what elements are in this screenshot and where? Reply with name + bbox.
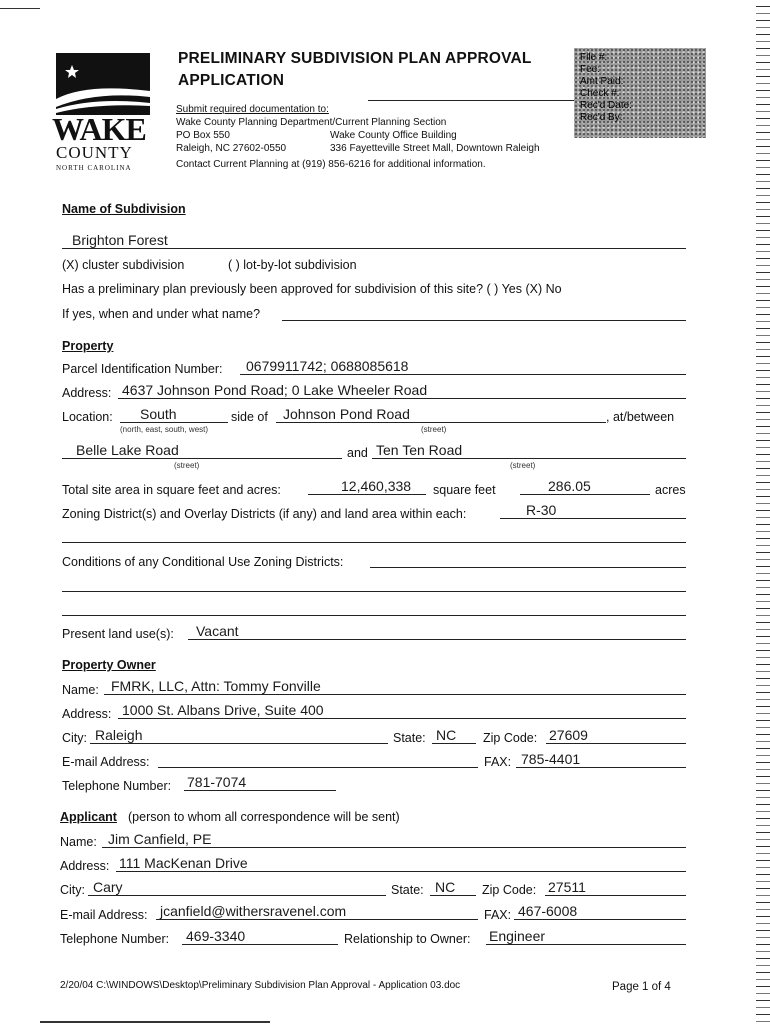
owner-phone-label: Telephone Number: — [62, 779, 172, 793]
applicant-city-label: City: — [60, 883, 85, 897]
owner-fax-label: FAX: — [484, 755, 512, 769]
title-line-1: PRELIMINARY SUBDIVISION PLAN APPROVAL — [178, 50, 532, 67]
location-label: Location: — [62, 410, 113, 424]
subdivision-heading: Name of Subdivision — [62, 202, 186, 216]
applicant-fax-line — [514, 919, 686, 920]
title-underline — [368, 100, 578, 101]
stamp-recd-date: Rec'd Date: — [580, 100, 632, 111]
area-acres-line — [520, 494, 650, 495]
owner-fax-line — [516, 767, 686, 768]
contact-line: Contact Current Planning at (919) 856-6216 for additional information. — [176, 159, 486, 170]
owner-state-value[interactable]: NC — [436, 727, 457, 743]
applicant-fax-label: FAX: — [484, 908, 512, 922]
stamp-check: Check #: — [580, 88, 620, 99]
applicant-phone-line — [182, 944, 338, 945]
area-label: Total site area in square feet and acres: — [62, 483, 281, 497]
logo-emblem-icon — [56, 53, 150, 115]
between-road-1[interactable]: Belle Lake Road — [76, 442, 179, 458]
owner-phone-line — [184, 790, 336, 791]
location-street[interactable]: Johnson Pond Road — [283, 406, 410, 422]
applicant-state-label: State: — [391, 883, 424, 897]
footer-page: Page 1 of 4 — [612, 981, 671, 993]
subdivision-name[interactable]: Brighton Forest — [72, 232, 168, 248]
owner-heading: Property Owner — [62, 658, 156, 672]
owner-state-line — [432, 743, 476, 744]
applicant-heading-note: (person to whom all correspondence will be sent) — [128, 810, 400, 824]
applicant-zip-line — [545, 895, 686, 896]
owner-state-label: State: — [393, 731, 426, 745]
applicant-zip-value[interactable]: 27511 — [548, 879, 586, 895]
owner-name-label: Name: — [62, 683, 99, 697]
applicant-name-value[interactable]: Jim Canfield, PE — [108, 831, 212, 847]
area-sqft[interactable]: 12,460,338 — [341, 478, 412, 494]
applicant-name-label: Name: — [60, 835, 97, 849]
sqft-label: square feet — [433, 483, 496, 497]
address-label: Address: — [62, 386, 112, 400]
prev-name-label: If yes, when and under what name? — [62, 307, 261, 321]
cluster-option[interactable]: (X) cluster subdivision — [62, 258, 185, 272]
applicant-email-value[interactable]: jcanfield@withersravenel.com — [160, 903, 347, 919]
applicant-zip-label: Zip Code: — [482, 883, 537, 897]
owner-name-value[interactable]: FMRK, LLC, Attn: Tommy Fonville — [111, 678, 321, 694]
scan-mark-bottom — [40, 1021, 270, 1023]
relationship-label: Relationship to Owner: — [344, 932, 471, 946]
owner-name-line — [104, 694, 686, 695]
footer-path: 2/20/04 C:\WINDOWS\Desktop\Preliminary Subdivision Plan Approval - Application 03.doc — [60, 980, 461, 991]
land-use-line — [188, 639, 686, 640]
applicant-city-value[interactable]: Cary — [93, 879, 123, 895]
zoning-value[interactable]: R-30 — [526, 502, 557, 518]
po-box: PO Box 550 — [176, 130, 230, 141]
applicant-address-label: Address: — [60, 859, 110, 873]
owner-zip-line — [546, 743, 686, 744]
applicant-phone-value[interactable]: 469-3340 — [186, 928, 246, 944]
owner-address-line — [118, 718, 686, 719]
applicant-address-line — [116, 871, 686, 872]
street-address: 336 Fayetteville Street Mall, Downtown Raleigh — [330, 143, 540, 154]
hint-direction: (north, east, south, west) — [120, 425, 209, 434]
location-side[interactable]: South — [140, 406, 177, 422]
between-road-2-line — [372, 458, 686, 459]
pin-label: Parcel Identification Number: — [62, 362, 223, 376]
title-line-2: APPLICATION — [178, 72, 285, 89]
location-street-line — [276, 422, 606, 423]
scan-mark-top — [0, 8, 40, 9]
between-road-1-line — [62, 458, 342, 459]
owner-address-value[interactable]: 1000 St. Albans Drive, Suite 400 — [122, 702, 324, 718]
hint-street-2: (street) — [174, 461, 200, 470]
address-line — [118, 398, 686, 399]
logo-word-nc: NORTH CAROLINA — [56, 164, 132, 172]
owner-fax-value[interactable]: 785-4401 — [521, 751, 581, 767]
stamp-file: File #: — [580, 52, 608, 63]
pin-value[interactable]: 0679911742; 0688085618 — [246, 358, 409, 374]
address-value[interactable]: 4637 Johnson Pond Road; 0 Lake Wheeler Road — [122, 382, 428, 398]
applicant-email-line — [156, 919, 478, 920]
hint-street-3: (street) — [510, 461, 536, 470]
zoning-line — [500, 518, 686, 519]
area-sqft-line — [308, 494, 426, 495]
applicant-email-label: E-mail Address: — [60, 908, 148, 922]
office-use-stamp — [574, 48, 706, 138]
owner-city-line — [90, 743, 388, 744]
applicant-city-line — [88, 895, 386, 896]
logo-word-wake: WAKE — [52, 111, 146, 147]
acres-label: acres — [655, 483, 686, 497]
dept-line: Wake County Planning Department/Current Planning Section — [176, 117, 447, 128]
conditions-line-1[interactable] — [370, 567, 686, 568]
location-side-line — [120, 422, 228, 423]
applicant-fax-value[interactable]: 467-6008 — [518, 903, 578, 919]
wake-county-logo — [52, 53, 152, 175]
conditions-line-2[interactable] — [62, 591, 686, 592]
conditions-label: Conditions of any Conditional Use Zoning Districts: — [62, 555, 344, 569]
land-use-label: Present land use(s): — [62, 627, 174, 641]
conditions-line-3[interactable] — [62, 615, 686, 616]
prev-approval-question: Has a preliminary plan previously been approved for subdivision of this site? ( ) Yes (X) No — [62, 282, 562, 296]
and-label: and — [347, 446, 368, 460]
relationship-line — [486, 944, 686, 945]
stamp-recd-by: Rec'd By: — [580, 112, 623, 123]
owner-email-line[interactable] — [158, 767, 478, 768]
hint-street-1: (street) — [421, 425, 447, 434]
city-zip: Raleigh, NC 27602-0550 — [176, 143, 287, 154]
zoning-label: Zoning District(s) and Overlay Districts (if any) and land area within each: — [62, 507, 467, 521]
applicant-phone-label: Telephone Number: — [60, 932, 170, 946]
pin-line — [240, 374, 686, 375]
owner-email-label: E-mail Address: — [62, 755, 150, 769]
lot-option[interactable]: ( ) lot-by-lot subdivision — [228, 258, 357, 272]
at-between-label: , at/between — [606, 410, 675, 424]
logo-word-county: COUNTY — [56, 143, 133, 162]
owner-zip-label: Zip Code: — [483, 731, 538, 745]
land-use-value[interactable]: Vacant — [196, 623, 239, 639]
applicant-address-value[interactable]: 111 MacKenan Drive — [119, 855, 248, 871]
side-of-label: side of — [231, 410, 268, 424]
zoning-line-2[interactable] — [62, 542, 686, 543]
owner-zip-value[interactable]: 27609 — [549, 727, 588, 743]
relationship-value[interactable]: Engineer — [489, 928, 546, 944]
owner-city-value[interactable]: Raleigh — [95, 727, 143, 743]
page-title — [178, 50, 532, 90]
owner-phone-value[interactable]: 781-7074 — [187, 774, 247, 790]
submit-label: Submit required documentation to: — [176, 104, 329, 115]
stamp-amt-paid: Amt Paid: — [580, 76, 624, 87]
between-road-2[interactable]: Ten Ten Road — [376, 442, 463, 458]
scan-edge — [756, 0, 770, 1024]
owner-city-label: City: — [62, 731, 87, 745]
stamp-fee: Fee: — [580, 64, 601, 75]
applicant-state-value[interactable]: NC — [435, 879, 456, 895]
property-heading: Property — [62, 339, 114, 353]
office-building: Wake County Office Building — [330, 130, 457, 141]
area-acres[interactable]: 286.05 — [548, 478, 591, 494]
applicant-state-line — [430, 895, 476, 896]
applicant-heading: Applicant — [60, 810, 117, 824]
prev-name-line[interactable] — [282, 320, 686, 321]
subdivision-name-line — [62, 248, 686, 249]
owner-address-label: Address: — [62, 707, 112, 721]
applicant-name-line — [102, 847, 686, 848]
